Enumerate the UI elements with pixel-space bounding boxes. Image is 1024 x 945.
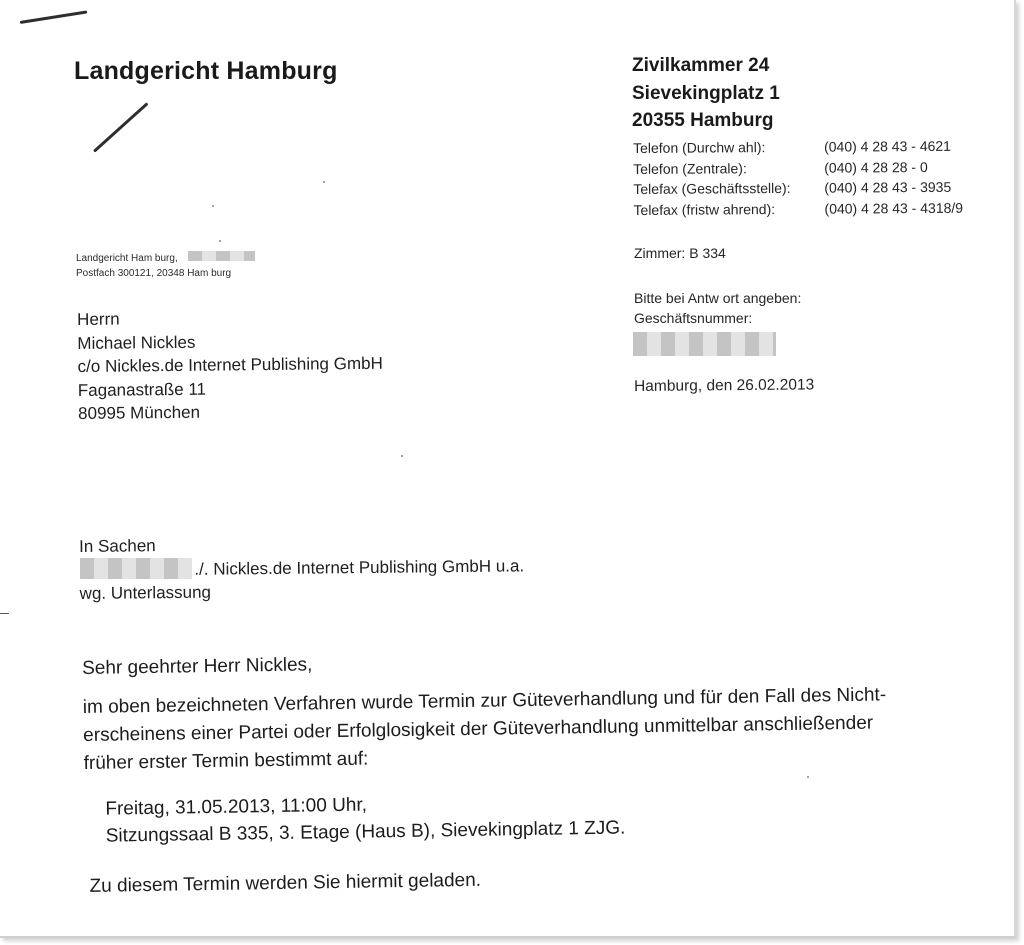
appointment-location: Sitzungssaal B 335, 3. Etage (Haus B), Sievekingplatz 1 ZJG.	[105, 817, 626, 847]
chamber-name: Zivilkammer 24	[632, 55, 770, 76]
recipient-name: Michael Nickles	[77, 332, 196, 353]
contact-label: Telefon (Zentrale):	[633, 159, 747, 177]
contact-row	[633, 177, 963, 200]
letter-body	[82, 645, 889, 898]
contact-row	[633, 136, 963, 159]
recipient-city: 80995 München	[78, 403, 201, 424]
greeting: Sehr geehrter Herr Nickles,	[82, 654, 313, 679]
reply-instruction: Bitte bei Antw ort angeben:	[634, 290, 802, 306]
letter-date: Hamburg, den 26.02.2013	[634, 376, 815, 395]
contact-table	[633, 136, 963, 221]
case-number-label: Geschäftsnummer:	[634, 310, 753, 326]
contact-label: Telefax (Geschäftsstelle):	[633, 180, 791, 198]
contact-row	[633, 156, 963, 179]
sender-postbox: Postfach 300121, 20348 Ham burg	[76, 267, 232, 279]
body-line: erscheinens einer Partei oder Erfolglosigkeit der Güteverhandlung unmittelbar anschließender	[83, 712, 874, 746]
body-line: früher erster Termin bestimmt auf:	[83, 748, 369, 774]
room-number: Zimmer: B 334	[634, 245, 726, 261]
fold-mark	[0, 613, 9, 614]
appointment-details	[105, 783, 888, 849]
closing-line: Zu diesem Termin werden Sie hiermit geladen.	[89, 869, 482, 897]
appointment-datetime: Freitag, 31.05.2013, 11:00 Uhr,	[105, 794, 368, 820]
contact-value: (040) 4 28 43 - 4318/9	[824, 199, 964, 217]
contact-label: Telefon (Durchw ahl):	[633, 139, 766, 156]
recipient-company: c/o Nickles.de Internet Publishing GmbH	[77, 353, 383, 377]
court-city: 20355 Hamburg	[632, 110, 774, 131]
contact-row	[633, 198, 963, 221]
redacted-sender-detail	[188, 251, 255, 261]
court-address	[632, 52, 780, 135]
court-street: Sievekingplatz 1	[632, 82, 780, 104]
subject-matter: wg. Unterlassung	[79, 582, 212, 603]
contact-value: (040) 4 28 28 - 0	[824, 158, 928, 176]
redacted-plaintiff	[80, 558, 192, 579]
recipient-address	[77, 305, 383, 426]
body-line: im oben bezeichneten Verfahren wurde Termin zur Güteverhandlung und für den Fall des Nicht-	[82, 684, 887, 718]
pen-mark	[20, 10, 88, 24]
subject-parties: ./. Nickles.de Internet Publishing GmbH u.a.	[194, 555, 525, 579]
redacted-case-number	[633, 332, 776, 356]
contact-label: Telefax (fristw ahrend):	[633, 201, 776, 219]
contact-value: (040) 4 28 43 - 3935	[824, 179, 952, 197]
scan-speck	[212, 205, 214, 207]
recipient-street: Faganastraße 11	[77, 379, 207, 400]
recipient-salutation: Herrn	[77, 309, 120, 329]
court-name: Landgericht Hamburg	[74, 57, 338, 85]
pen-mark	[93, 102, 149, 152]
scan-speck	[219, 240, 221, 242]
subject-intro: In Sachen	[79, 536, 156, 556]
scan-speck	[323, 181, 325, 183]
sender-name: Landgericht Ham burg,	[76, 253, 178, 264]
contact-value: (040) 4 28 43 - 4621	[824, 137, 951, 155]
reply-note	[634, 288, 801, 328]
scan-speck	[401, 455, 403, 457]
